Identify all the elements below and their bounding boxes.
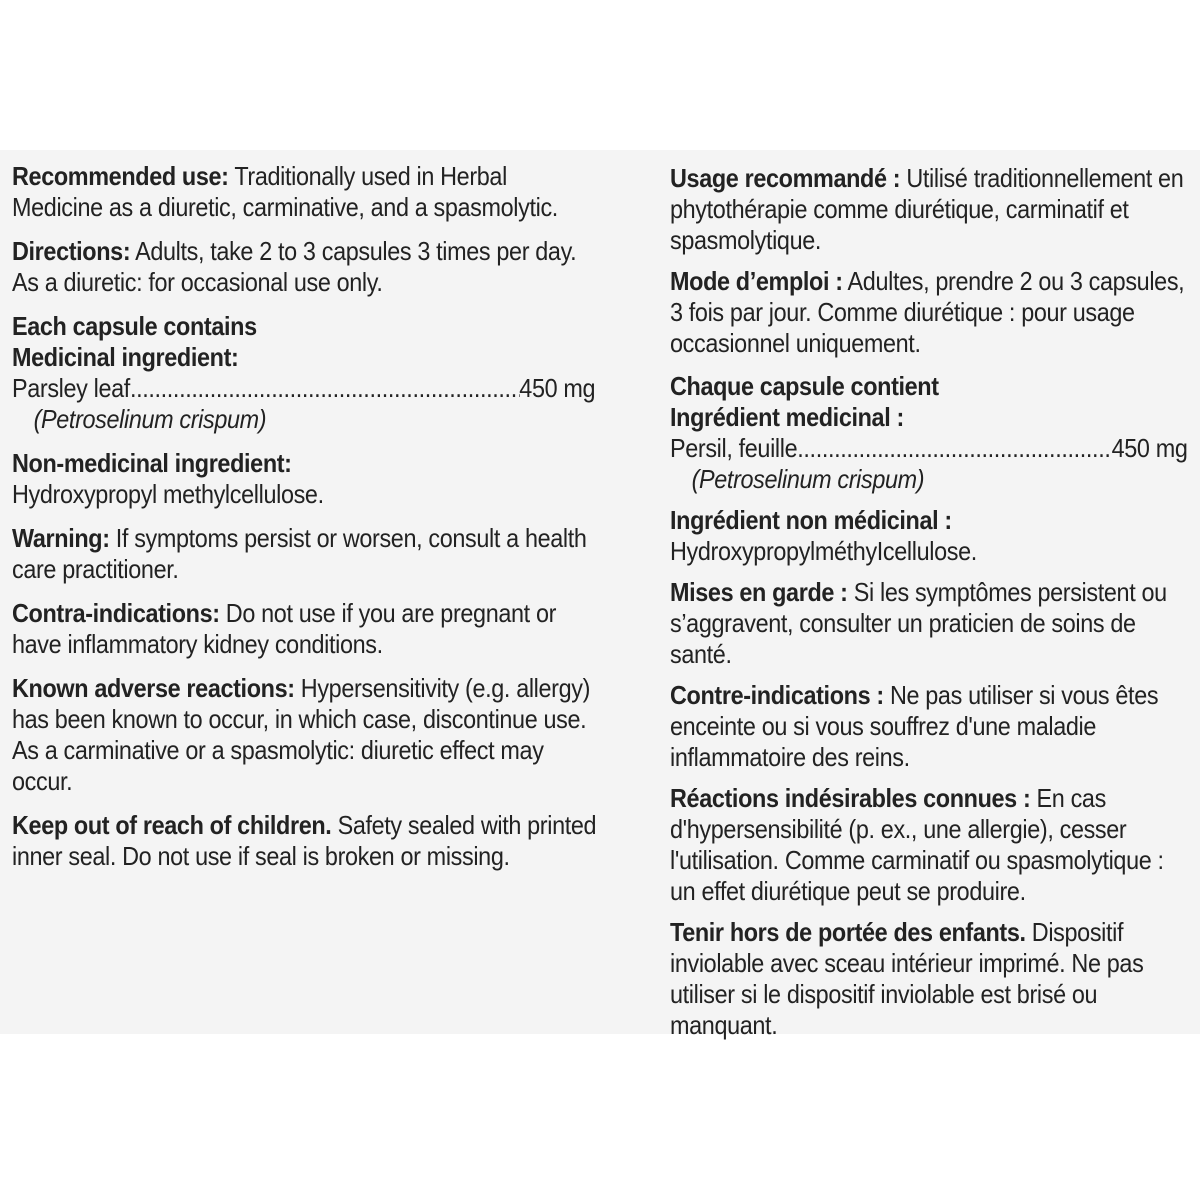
fr-warning-label: Mises en garde : — [670, 577, 848, 607]
fr-contra-text: Ne pas utiliser si vous êtes enceinte ou si vous souffrez d'une maladie inflammatoire des reins. — [670, 680, 1159, 772]
fr-contra-indications — [670, 680, 1192, 773]
en-ingredients — [12, 311, 597, 435]
en-contra-indications — [12, 598, 597, 660]
en-medicinal-ingredient-label: Medicinal ingredient: — [12, 342, 239, 372]
en-ingredient-name: Parsley leaf — [12, 373, 130, 403]
fr-non-medicinal — [670, 505, 1192, 567]
fr-contra-label: Contre-indications : — [670, 680, 884, 710]
en-ingredient-amount: 450 mg — [519, 373, 596, 403]
fr-non-medicinal-text: HydroxypropylméthyIcellulose. — [670, 536, 977, 566]
en-warning-label: Warning: — [12, 523, 110, 553]
en-warning-text: If symptoms persist or worsen, consult a health care practitioner. — [12, 523, 587, 584]
fr-non-medicinal-label: Ingrédient non médicinal : — [670, 505, 952, 535]
en-recommended-use-label: Recommended use: — [12, 161, 229, 191]
english-column — [12, 161, 597, 872]
fr-adverse-reactions — [670, 783, 1192, 907]
fr-recommended-use — [670, 163, 1192, 256]
en-ingredient-latin: (Petroselinum crispum) — [33, 404, 267, 434]
en-keep-out-of-reach — [12, 810, 597, 872]
en-non-medicinal-text: Hydroxypropyl methylcellulose. — [12, 479, 324, 509]
fr-adverse-text: En cas d'hypersensibilité (p. ex., une allergie), cesser l'utilisation. Comme carminatif ou spasmolytique : un effet diurétique peut se produire. — [670, 783, 1164, 906]
en-adverse-text: Hypersensitivity (e.g. allergy) has been known to occur, in which case, discontinue use. As a carminative or a spasmolytic: diuretic effect may occur. — [12, 673, 591, 796]
fr-recommended-use-label: Usage recommandé : — [670, 163, 901, 193]
fr-keep-out-text: Dispositif inviolable avec sceau intérieur imprimé. Ne pas utiliser si le dispositif inviolable est brisé ou manquant. — [670, 917, 1144, 1040]
en-non-medicinal-label: Non-medicinal ingredient: — [12, 448, 292, 478]
en-non-medicinal — [12, 448, 597, 510]
en-ingredient-dot-leader — [130, 373, 519, 404]
fr-warning-text: Si les symptômes persistent ou s’aggravent, consulter un praticien de soins de santé. — [670, 577, 1167, 669]
fr-ingredient-name: Persil, feuille — [670, 433, 798, 463]
en-warning — [12, 523, 597, 585]
fr-ingredient-latin: (Petroselinum crispum) — [691, 464, 925, 494]
fr-warning — [670, 577, 1192, 670]
en-directions-label: Directions: — [12, 236, 131, 266]
fr-ingredient-row — [670, 433, 1188, 464]
fr-directions — [670, 266, 1192, 359]
en-directions-text: Adults, take 2 to 3 capsules 3 times per day. As a diuretic: for occasional use only. — [12, 236, 577, 297]
fr-keep-out-of-reach — [670, 917, 1192, 1041]
fr-each-capsule-heading: Chaque capsule contient — [670, 371, 939, 401]
en-recommended-use-text: Traditionally used in Herbal Medicine as a diuretic, carminative, and a spasmolytic. — [12, 161, 558, 222]
en-keep-out-label: Keep out of reach of children. — [12, 810, 332, 840]
fr-ingredient-dot-leader — [797, 433, 1111, 464]
fr-directions-text: Adultes, prendre 2 ou 3 capsules, 3 fois par jour. Comme diurétique : pour usage occasionnel uniquement. — [670, 266, 1185, 358]
fr-ingredient-amount: 450 mg — [1111, 433, 1188, 463]
fr-keep-out-label: Tenir hors de portée des enfants. — [670, 917, 1026, 947]
fr-medicinal-ingredient-label: Ingrédient medicinal : — [670, 402, 904, 432]
fr-adverse-label: Réactions indésirables connues : — [670, 783, 1031, 813]
fr-recommended-use-text: Utilisé traditionnellement en phytothérapie comme diurétique, carminatif et spasmolytique. — [670, 163, 1184, 255]
en-ingredient-row — [12, 373, 595, 404]
en-recommended-use — [12, 161, 597, 223]
en-keep-out-text: Safety sealed with printed inner seal. Do not use if seal is broken or missing. — [12, 810, 597, 871]
en-each-capsule-heading: Each capsule contains — [12, 311, 257, 341]
en-contra-label: Contra-indications: — [12, 598, 220, 628]
en-contra-text: Do not use if you are pregnant or have inflammatory kidney conditions. — [12, 598, 557, 659]
fr-directions-label: Mode d’emploi : — [670, 266, 843, 296]
en-directions — [12, 236, 597, 298]
en-adverse-reactions — [12, 673, 597, 797]
fr-ingredients — [670, 371, 1192, 495]
en-adverse-label: Known adverse reactions: — [12, 673, 295, 703]
french-column — [670, 163, 1192, 1041]
